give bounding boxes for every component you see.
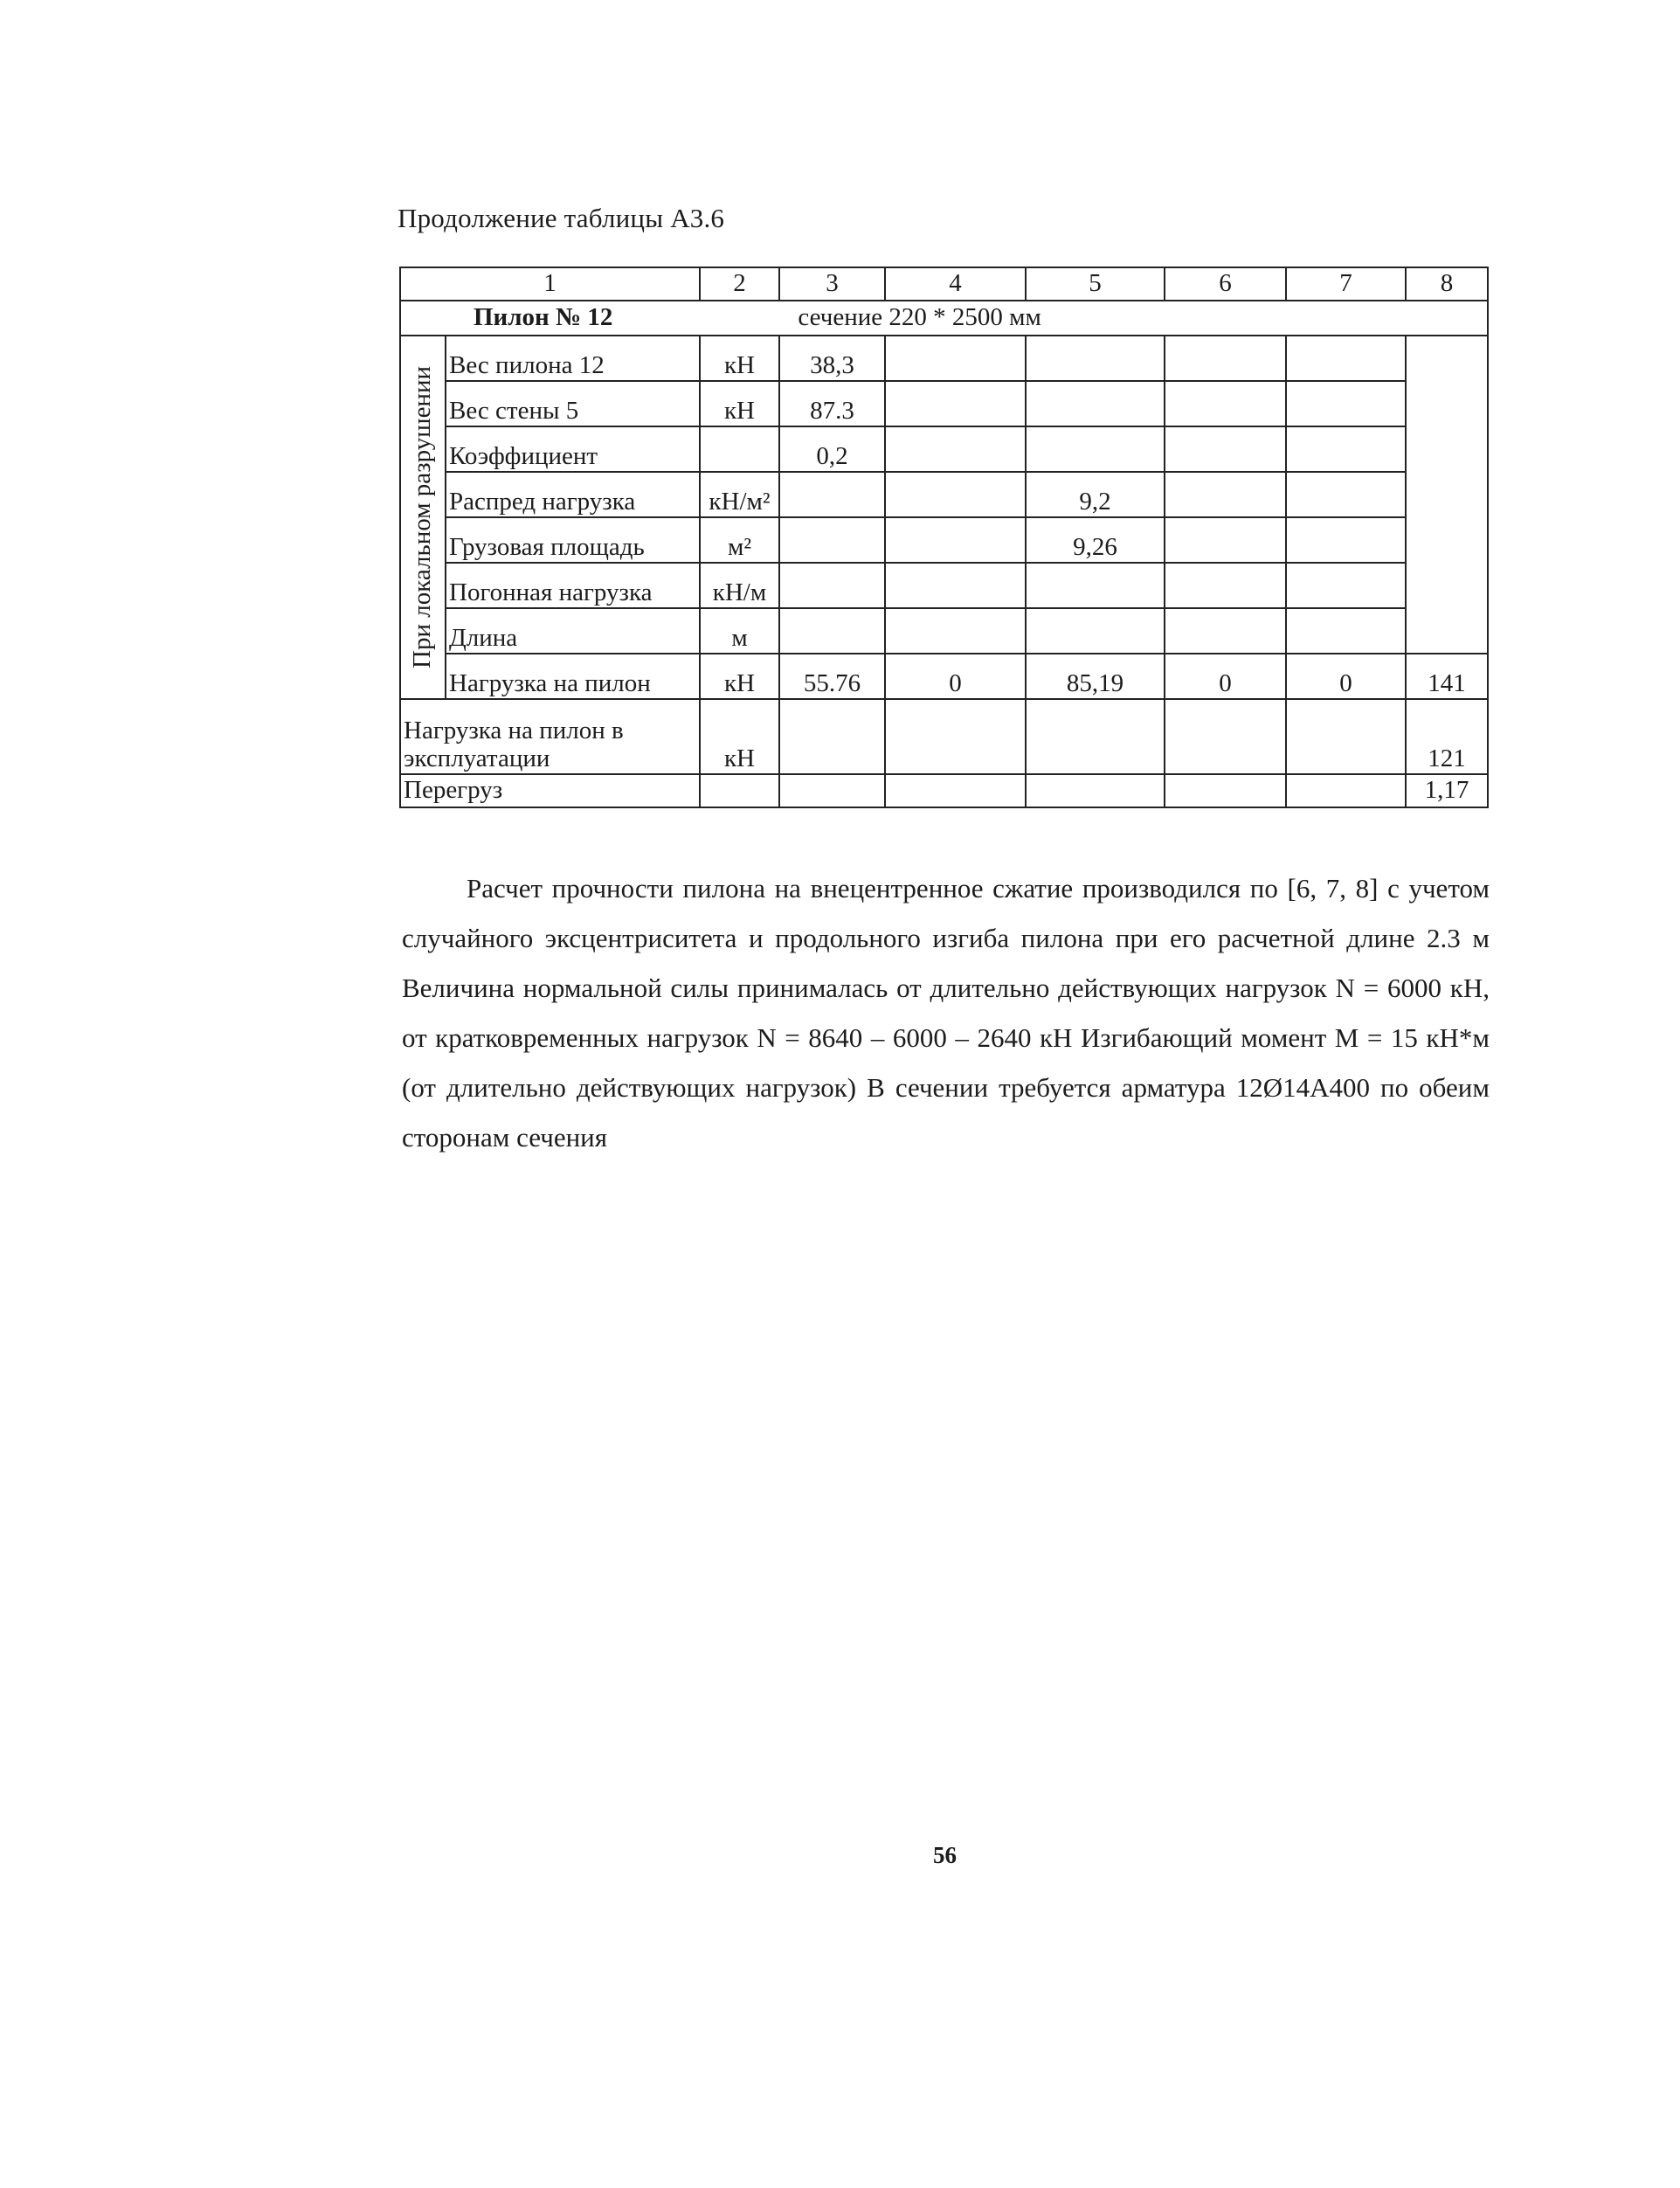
row-unit: м <box>700 608 779 654</box>
row-unit <box>700 426 779 472</box>
cell-col6 <box>1165 426 1286 472</box>
table-caption: Продолжение таблицы А3.6 <box>398 203 725 233</box>
cell-col4 <box>885 774 1026 807</box>
cell-col5: 9,26 <box>1026 517 1165 563</box>
cell-col6: 0 <box>1165 654 1286 699</box>
col-header-2: 2 <box>700 267 779 301</box>
cell-col7 <box>1286 381 1406 426</box>
cell-col6 <box>1165 336 1286 381</box>
cell-col4 <box>885 336 1026 381</box>
cell-col5 <box>1026 774 1165 807</box>
cell-col3 <box>779 608 885 654</box>
row-name: Распред нагрузка <box>446 472 700 517</box>
table-row <box>400 381 1488 426</box>
cell-col3 <box>779 563 885 608</box>
cell-col4 <box>885 699 1026 774</box>
cell-col6 <box>1165 699 1286 774</box>
cell-col4 <box>885 563 1026 608</box>
col-header-8: 8 <box>1406 267 1488 301</box>
cell-col3: 55.76 <box>779 654 885 699</box>
cell-col3: 0,2 <box>779 426 885 472</box>
cell-col3: 38,3 <box>779 336 885 381</box>
cell-col3 <box>779 517 885 563</box>
cell-col8: 121 <box>1406 699 1488 774</box>
cell-col7 <box>1286 563 1406 608</box>
row-unit: кН/м² <box>700 472 779 517</box>
col-header-5: 5 <box>1026 267 1165 301</box>
cell-col7 <box>1286 774 1406 807</box>
cell-col6 <box>1165 774 1286 807</box>
column-header-row <box>400 267 1488 301</box>
row-unit: кН <box>700 381 779 426</box>
table-row <box>400 472 1488 517</box>
cell-col5 <box>1026 699 1165 774</box>
cell-col3 <box>779 774 885 807</box>
cell-col4 <box>885 426 1026 472</box>
row-unit: кН <box>700 699 779 774</box>
cell-col5 <box>1026 563 1165 608</box>
cell-col4 <box>885 381 1026 426</box>
cell-col5 <box>1026 381 1165 426</box>
cell-col4 <box>885 608 1026 654</box>
row-name: Вес стены 5 <box>446 381 700 426</box>
row-name: Длина <box>446 608 700 654</box>
table-row <box>400 608 1488 654</box>
cell-col7 <box>1286 426 1406 472</box>
row-name: Нагрузка на пилон <box>446 654 700 699</box>
row-name: Коэффициент <box>446 426 700 472</box>
cell-col6 <box>1165 608 1286 654</box>
pilon-section: сечение 220 * 2500 мм <box>798 303 1041 332</box>
row-name: Грузовая площадь <box>446 517 700 563</box>
row-name: Нагрузка на пилон в эксплуатации <box>400 699 700 774</box>
cell-col5: 85,19 <box>1026 654 1165 699</box>
cell-col5 <box>1026 426 1165 472</box>
cell-col8: 1,17 <box>1406 774 1488 807</box>
pilon-title-row <box>400 301 1488 336</box>
row-name: Вес пилона 12 <box>446 336 700 381</box>
row-unit: м² <box>700 517 779 563</box>
row-name: Погонная нагрузка <box>446 563 700 608</box>
col-header-7: 7 <box>1286 267 1406 301</box>
group-label-cell <box>400 336 446 699</box>
cell-col7 <box>1286 517 1406 563</box>
load-table <box>399 267 1489 808</box>
cell-col6 <box>1165 472 1286 517</box>
cell-col5 <box>1026 336 1165 381</box>
col-header-1: 1 <box>400 267 700 301</box>
cell-col5: 9,2 <box>1026 472 1165 517</box>
cell-col7: 0 <box>1286 654 1406 699</box>
cell-col7 <box>1286 472 1406 517</box>
pilon-title: Пилон № 12 <box>474 303 613 332</box>
cell-col7 <box>1286 608 1406 654</box>
cell-col3: 87.3 <box>779 381 885 426</box>
cell-col4 <box>885 472 1026 517</box>
load-row <box>400 654 1488 699</box>
cell-col6 <box>1165 517 1286 563</box>
row-unit <box>700 774 779 807</box>
cell-col4 <box>885 517 1026 563</box>
operation-row <box>400 699 1488 774</box>
cell-col3 <box>779 472 885 517</box>
row-unit: кН <box>700 654 779 699</box>
table-row <box>400 336 1488 381</box>
page-number: 56 <box>933 1842 957 1868</box>
table-row <box>400 563 1488 608</box>
row-unit: кН/м <box>700 563 779 608</box>
row-name: Перегруз <box>400 774 700 807</box>
col-header-4: 4 <box>885 267 1026 301</box>
overload-row <box>400 774 1488 807</box>
table-row <box>400 426 1488 472</box>
cell-col7 <box>1286 336 1406 381</box>
body-paragraph: Расчет прочности пилона на внецентренное сжатие производился по [6, 7, 8] с учетом случайного эксцентриситета и продольного изгиба пилона при его расчетной длине 2.3 м Величина нормальной силы принималась от длительно действующих нагрузок N = 6000 кН, от кратковременных нагрузок N = 8640 – 6000 – 2640 кН Изгибающий момент M = 15 кН*м (от длительно действующих нагрузок) В сечении требуется арматура 12Ø14А400 по обеим сторонам сечения <box>402 873 1490 1153</box>
row-unit: кН <box>700 336 779 381</box>
table-row <box>400 517 1488 563</box>
cell-col6 <box>1165 563 1286 608</box>
cell-col6 <box>1165 381 1286 426</box>
cell-col8-merged <box>1406 336 1488 654</box>
cell-col7 <box>1286 699 1406 774</box>
col-header-6: 6 <box>1165 267 1286 301</box>
col-header-3: 3 <box>779 267 885 301</box>
cell-col8: 141 <box>1406 654 1488 699</box>
group-label: При локальном разрушении <box>408 366 437 668</box>
body-text <box>402 863 1490 1162</box>
cell-col4: 0 <box>885 654 1026 699</box>
cell-col5 <box>1026 608 1165 654</box>
cell-col3 <box>779 699 885 774</box>
